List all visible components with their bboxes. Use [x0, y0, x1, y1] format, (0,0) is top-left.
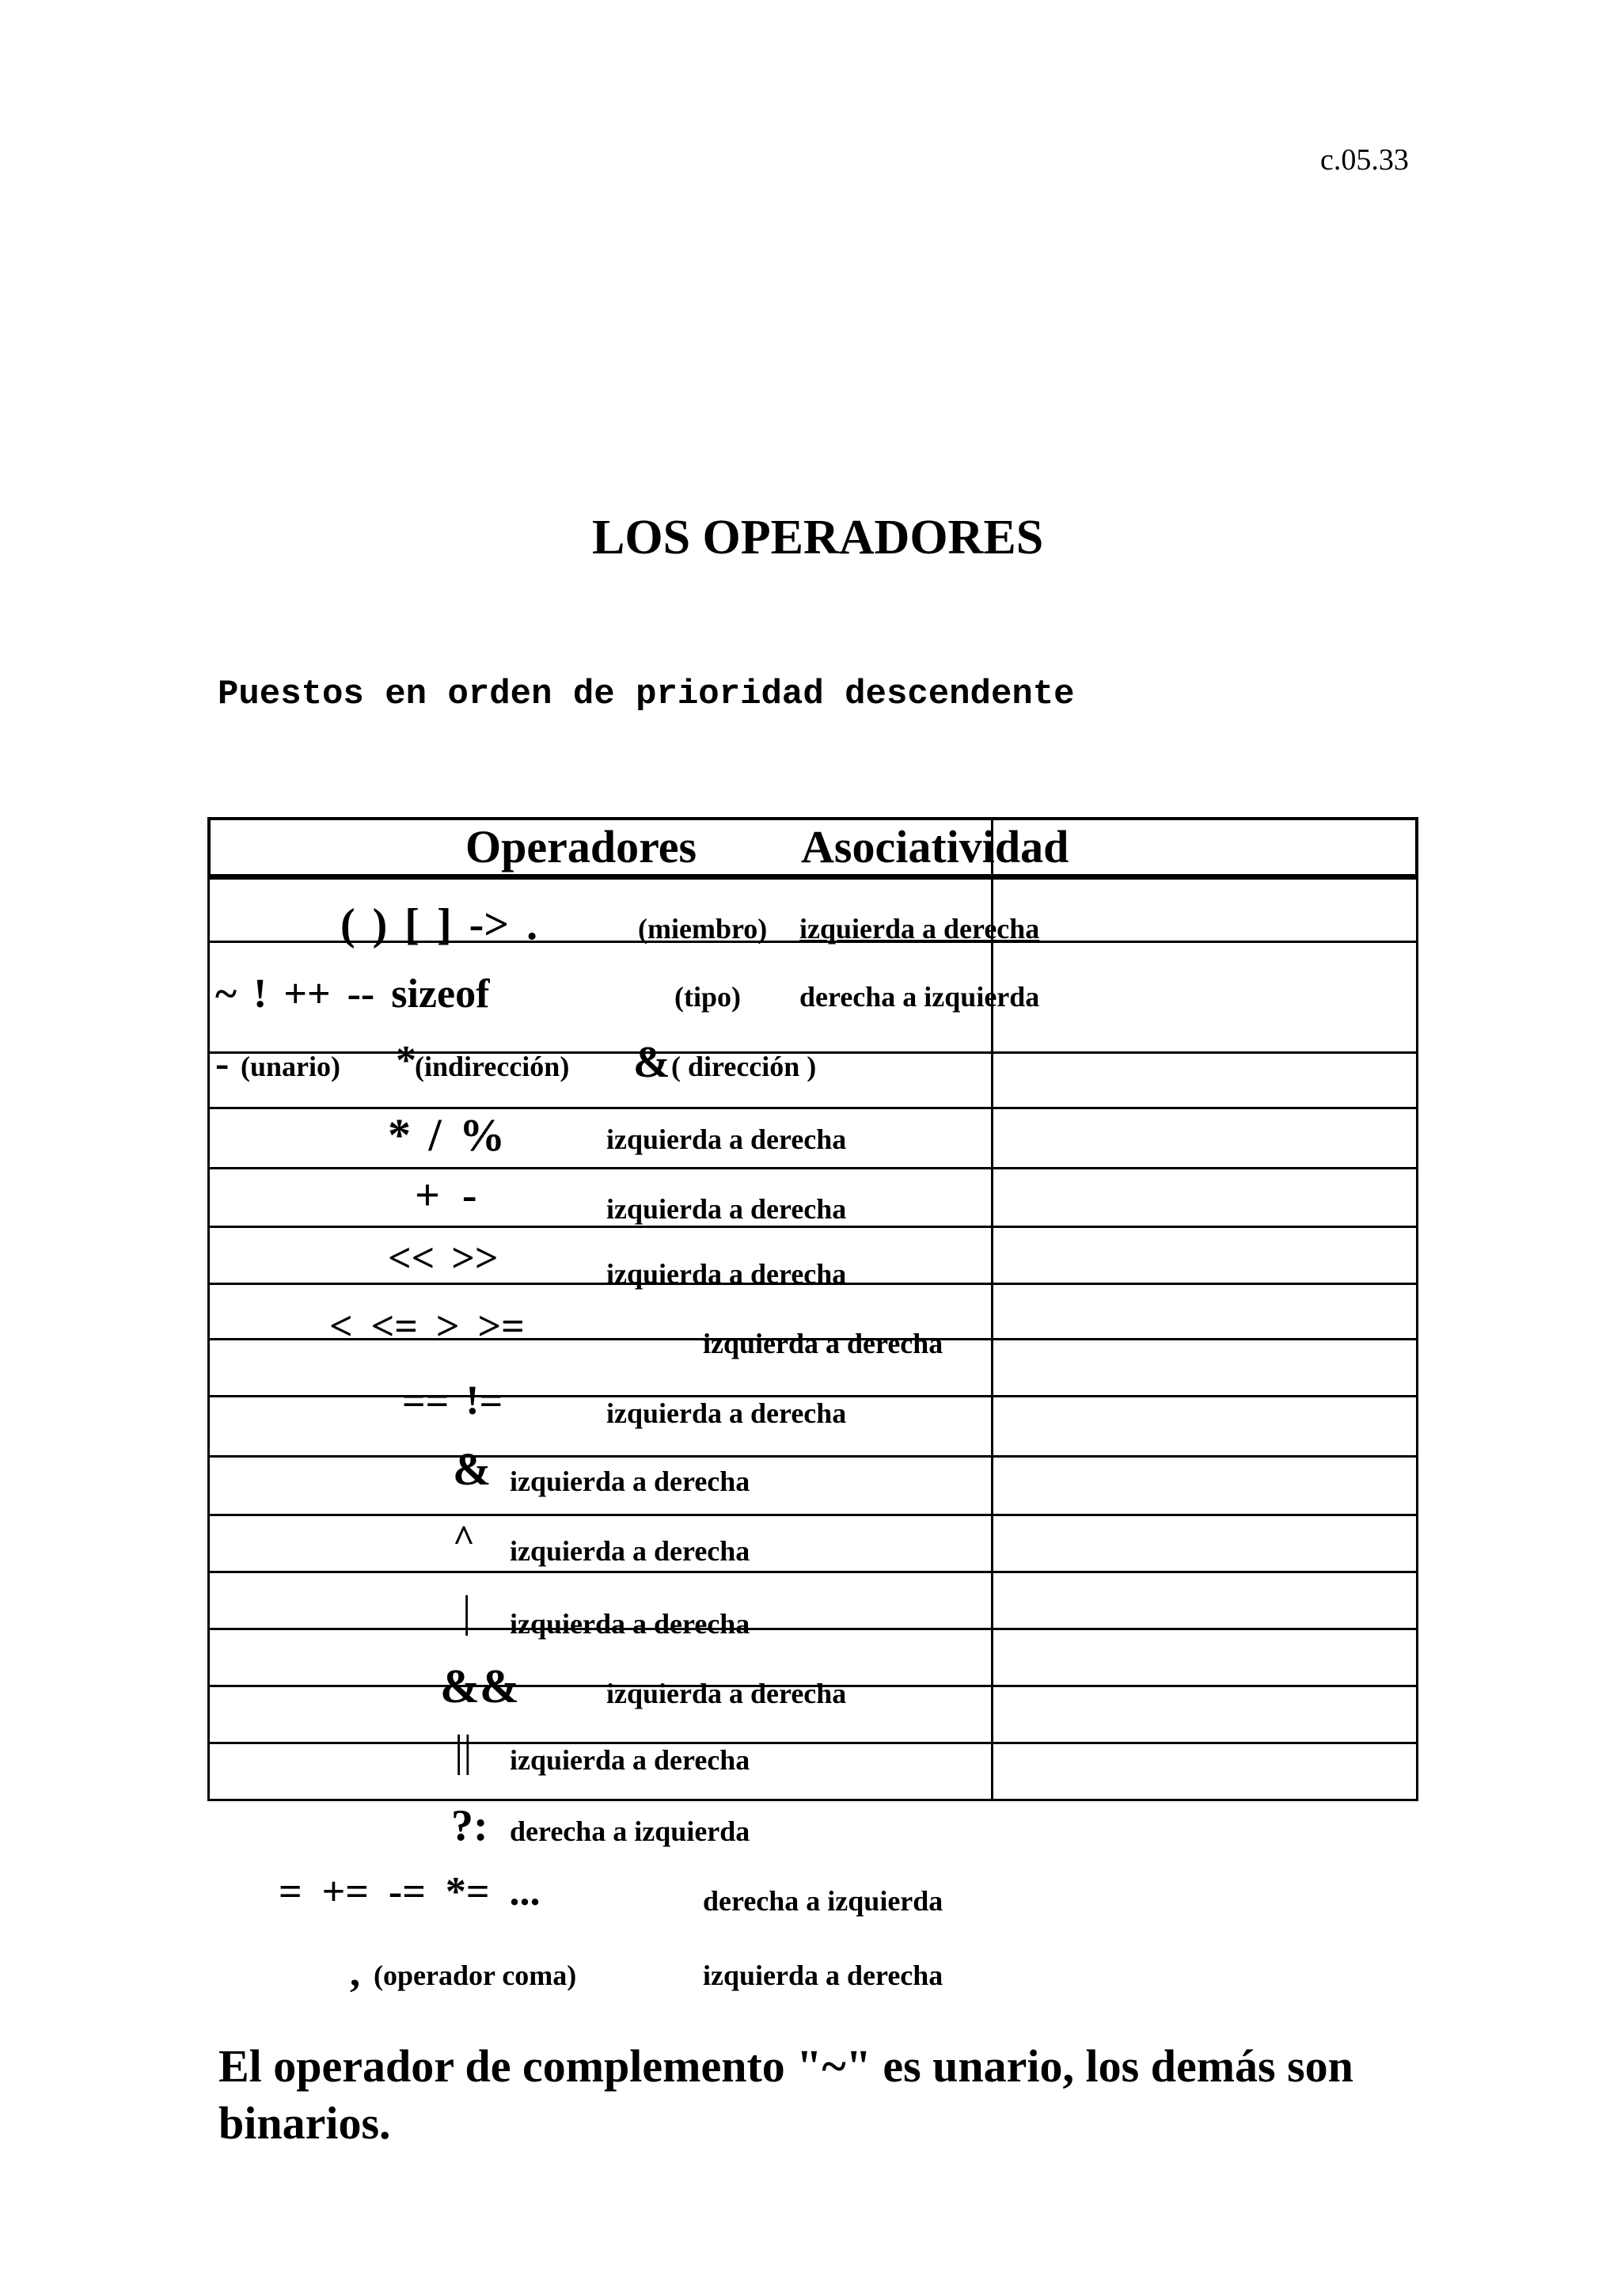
- row-divider: [207, 1742, 1418, 1744]
- row-divider: [207, 1455, 1418, 1458]
- row-assoc: izquierda a derecha: [510, 1608, 750, 1640]
- row-operators: == !=: [402, 1378, 503, 1424]
- row-operators: ^: [453, 1518, 475, 1560]
- row-operators: ( ) [ ] -> .: [340, 900, 538, 949]
- footnote: El operador de complemento "~" es unario, los demás son binarios.: [218, 2040, 1353, 2149]
- row-note: (indirección): [415, 1051, 570, 1082]
- subtitle: Puestos en orden de prioridad descendente: [218, 675, 1075, 714]
- row-assoc: derecha a izquierda: [510, 1815, 750, 1847]
- row-operator: *: [396, 1038, 416, 1083]
- row-divider: [207, 1226, 1418, 1228]
- row-note: (tipo): [674, 981, 741, 1013]
- row-assoc: izquierda a derecha: [510, 1744, 750, 1776]
- row-operators: + -: [415, 1171, 477, 1220]
- row-assoc: izquierda a derecha: [606, 1678, 847, 1709]
- row-assoc: izquierda a derecha: [606, 1258, 847, 1290]
- row-divider: [207, 1167, 1418, 1169]
- row-divider: [207, 1799, 1418, 1801]
- row-operator: -: [215, 1041, 230, 1086]
- row-assoc: izquierda a derecha: [510, 1535, 750, 1567]
- row-note: (unario): [241, 1051, 340, 1082]
- row-note: (miembro): [638, 913, 768, 945]
- row-operators: |: [462, 1587, 472, 1636]
- row-operators: * / %: [388, 1109, 506, 1161]
- header-associativity: Asociatividad: [801, 821, 1069, 872]
- row-operators: < <= > >=: [329, 1304, 525, 1349]
- row-operators: ||: [454, 1727, 473, 1776]
- header-operators: Operadores: [465, 821, 697, 872]
- row-assoc: izquierda a derecha: [703, 1960, 943, 1991]
- row-divider: [207, 1514, 1418, 1516]
- row-note: (operador coma): [374, 1960, 577, 1991]
- row-assoc: izquierda a derecha: [606, 1123, 847, 1155]
- row-assoc: izquierda a derecha: [606, 1193, 847, 1225]
- row-note: ( dirección ): [671, 1051, 817, 1082]
- column-divider: [991, 817, 993, 1800]
- row-assoc: izquierda a derecha: [799, 913, 1040, 945]
- row-operators: &&: [440, 1660, 519, 1712]
- row-operator: ,: [350, 1950, 360, 1995]
- table-right-border: [1416, 877, 1418, 1800]
- row-operators: = += -= *= ...: [279, 1869, 541, 1914]
- row-operators: ~ ! ++ -- sizeof: [215, 971, 490, 1017]
- row-assoc: derecha a izquierda: [799, 981, 1040, 1013]
- row-assoc: izquierda a derecha: [703, 1328, 943, 1359]
- row-divider: [207, 877, 1418, 880]
- row-divider: [207, 1628, 1418, 1630]
- page-code: c.05.33: [1320, 143, 1409, 177]
- row-operators: << >>: [388, 1236, 499, 1281]
- row-assoc: derecha a izquierda: [703, 1885, 943, 1917]
- row-operator: &: [633, 1038, 670, 1087]
- row-operators: ?:: [451, 1801, 488, 1850]
- row-operators: &: [453, 1443, 492, 1495]
- table-left-border: [207, 877, 210, 1800]
- row-assoc: izquierda a derecha: [606, 1397, 847, 1429]
- page-title: LOS OPERADORES: [592, 511, 1044, 564]
- row-divider: [207, 1571, 1418, 1573]
- row-assoc: izquierda a derecha: [510, 1465, 750, 1497]
